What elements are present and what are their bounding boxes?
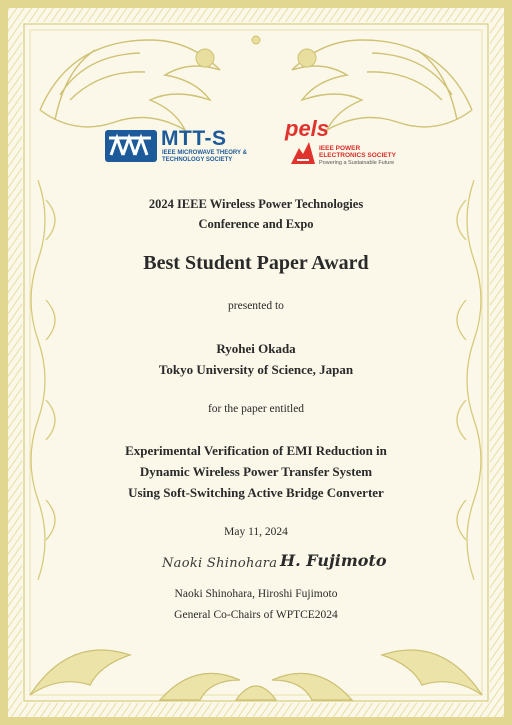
pels-logo (285, 118, 425, 170)
mtts-subtitle-line2: TECHNOLOGY SOCIETY (162, 157, 233, 163)
pels-name: pels (285, 116, 330, 141)
mtts-logo (105, 127, 255, 166)
signature-shinohara: Naoki Shinohara (162, 556, 278, 571)
pels-emblem-icon (289, 140, 317, 166)
award-date: May 11, 2024 (224, 526, 288, 538)
pels-tagline: Powering a Sustainable Future (319, 160, 395, 166)
for-paper-label: for the paper entitled (207, 403, 305, 415)
signature-fujimoto: H. Fujimoto (280, 551, 387, 570)
mtts-name: MTT-S (161, 127, 227, 150)
signer-role: General Co-Chairs of WPTCE2024 (174, 609, 338, 621)
pels-subtitle-line1: IEEE POWER (319, 145, 361, 152)
mtts-subtitle-line1: IEEE MICROWAVE THEORY & (162, 150, 247, 156)
award-title: Best Student Paper Award (143, 252, 369, 274)
conference-title-line2: Conference and Expo (198, 217, 314, 231)
signer-names: Naoki Shinohara, Hiroshi Fujimoto (174, 588, 338, 600)
paper-title-line1: Experimental Verification of EMI Reduction in (125, 443, 387, 458)
paper-title-line2: Dynamic Wireless Power Transfer System (139, 464, 373, 479)
conference-title-line1: 2024 IEEE Wireless Power Technologies (148, 197, 364, 211)
paper-title-line3: Using Soft-Switching Active Bridge Converter (128, 485, 384, 500)
mtts-emblem-icon (105, 130, 157, 162)
recipient-name: Ryohei Okada (216, 341, 296, 356)
recipient-affiliation: Tokyo University of Science, Japan (158, 362, 354, 377)
pels-subtitle-line2: ELECTRONICS SOCIETY (319, 152, 396, 159)
presented-to-label: presented to (228, 300, 284, 312)
